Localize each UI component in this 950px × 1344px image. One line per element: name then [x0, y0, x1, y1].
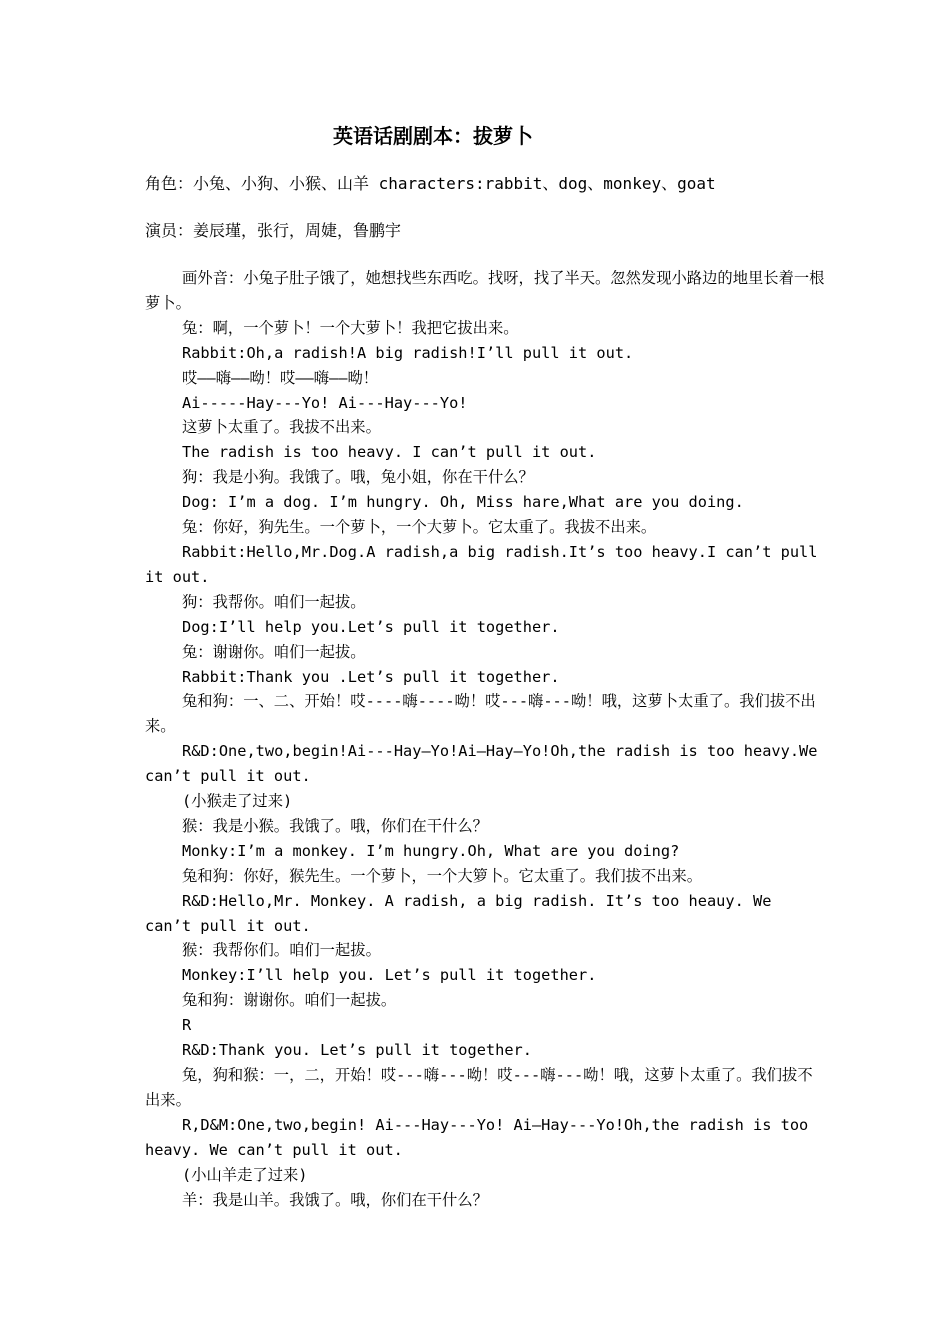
script-line: 哎——嗨——呦！哎——嗨——呦！	[182, 368, 379, 387]
script-line: Rabbit:Hello,Mr.Dog.A radish,a big radish.It’s too heavy.I can’t pull it out.	[145, 542, 827, 586]
script-line: R&D:Hello,Mr. Monkey. A radish, a big radish. It’s too heauy. We can’t pull it out.	[145, 891, 781, 935]
page-title: 英语话剧剧本：拔萝卜	[333, 124, 533, 148]
script-line: R	[182, 1016, 192, 1035]
roles-line: 角色：小兔、小狗、小猴、山羊 characters:rabbit、dog、monkey、goat	[145, 174, 716, 193]
script-line: 猴：我是小猴。我饿了。哦，你们在干什么？	[182, 816, 488, 835]
script-line: 兔和狗：你好，猴先生。一个萝卜，一个大箩卜。它太重了。我们拔不出来。	[182, 866, 703, 885]
script-line: (小山羊走了过来)	[182, 1165, 308, 1184]
script-line: Rabbit:Thank you .Let’s pull it together.	[182, 667, 560, 686]
script-line: (小猴走了过来)	[182, 792, 293, 811]
script-line: Monkey:I’ll help you. Let’s pull it together.	[182, 966, 597, 985]
script-line: 兔：你好，狗先生。一个萝卜，一个大萝卜。它太重了。我拔不出来。	[182, 518, 657, 537]
script-line: R&D:One,two,begin!Ai---Hay—Yo!Ai—Hay—Yo!Oh,the radish is too heavy.We can’t pull it out.	[145, 742, 827, 786]
script-line: 这萝卜太重了。我拔不出来。	[182, 418, 381, 437]
script-line: The radish is too heavy. I can’t pull it out.	[182, 443, 597, 462]
script-line: Monky:I’m a monkey. I’m hungry.Oh, What are you doing?	[182, 841, 680, 860]
script-line: R,D&M:One,two,begin! Ai---Hay---Yo! Ai—Hay---Yo!Oh,the radish is too heavy. We can’t pull it out.	[145, 1115, 818, 1159]
script-line: Dog: I’m a dog. I’m hungry. Oh, Miss hare,What are you doing.	[182, 493, 744, 512]
script-line: 兔和狗：谢谢你。咱们一起拔。	[182, 991, 397, 1010]
script-line: 羊：我是山羊。我饿了。哦，你们在干什么？	[182, 1190, 488, 1209]
script-body	[145, 266, 825, 1212]
script-line: 兔和狗：一、二、开始！哎----嗨----呦！哎---嗨---呦！哦，这萝卜太重了。我们拔不出来。	[145, 692, 816, 736]
script-line: 画外音：小兔子肚子饿了，她想找些东西吃。找呀，找了半天。忽然发现小路边的地里长着一根萝卜。	[145, 269, 825, 312]
script-line: 猴：我帮你们。咱们一起拔。	[182, 941, 381, 960]
script-line: 兔：啊，一个萝卜！一个大萝卜！我把它拔出来。	[182, 318, 519, 337]
script-line: 兔，狗和猴：一，二，开始！哎---嗨---呦！哎---嗨---呦！哦，这萝卜太重了。我们拔不出来。	[145, 1066, 813, 1109]
script-line: 狗：我帮你。咱们一起拔。	[182, 592, 366, 611]
script-line: 狗：我是小狗。我饿了。哦，兔小姐，你在干什么？	[182, 468, 534, 487]
script-line: Dog:I’ll help you.Let’s pull it together.	[182, 617, 560, 636]
script-line: 兔：谢谢你。咱们一起拔。	[182, 642, 366, 661]
script-line: Ai-----Hay---Yo! Ai---Hay---Yo!	[182, 393, 468, 412]
actors-line: 演员：姜辰瑾，张行，周婕，鲁鹏宇	[145, 221, 402, 240]
script-line: Rabbit:Oh,a radish!A big radish!I’ll pull it out.	[182, 343, 634, 362]
script-line: R&D:Thank you. Let’s pull it together.	[182, 1041, 532, 1060]
